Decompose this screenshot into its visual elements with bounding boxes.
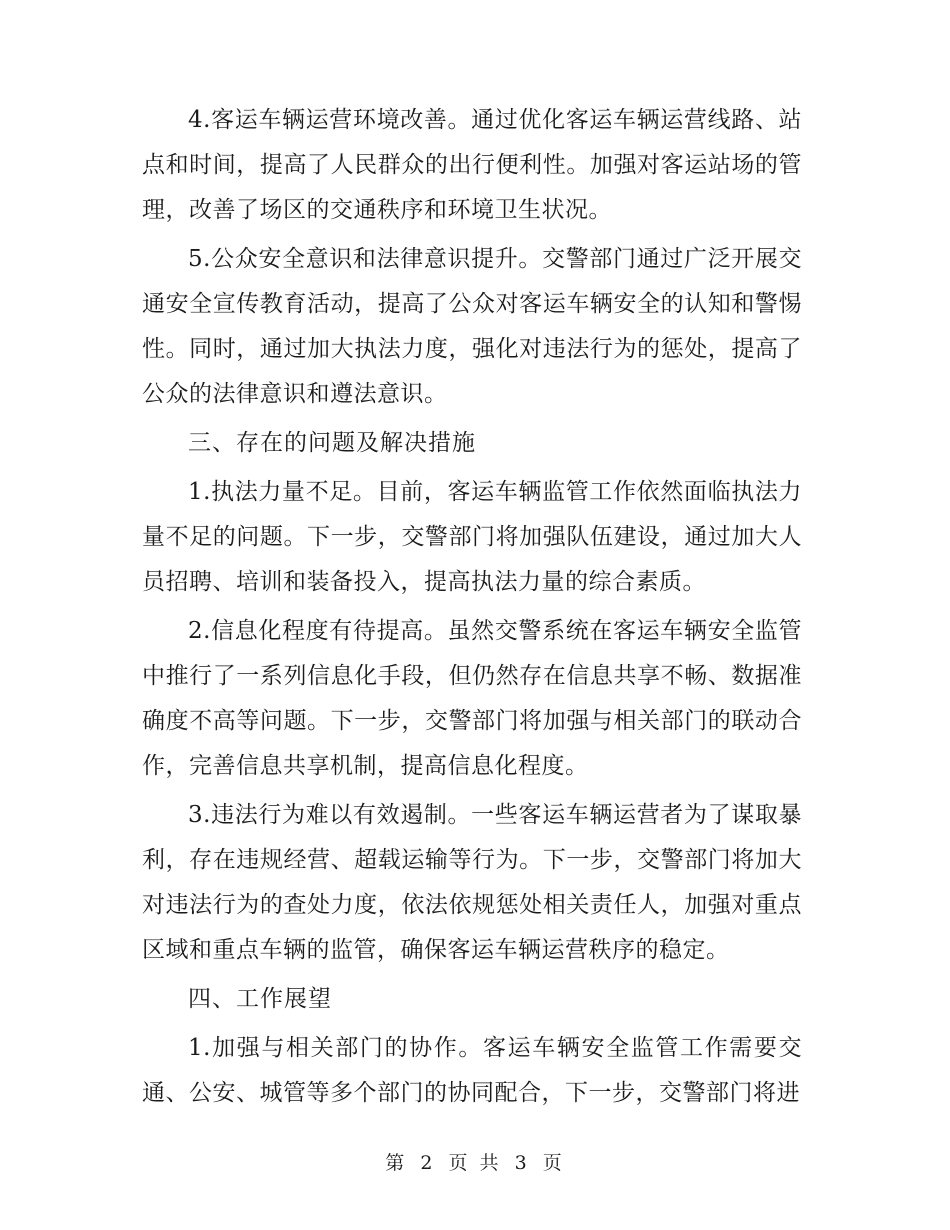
footer-prefix: 第 xyxy=(385,1152,408,1174)
paragraph-informatization: 2.信息化程度有待提高。虽然交警系统在客运车辆安全监管中推行了一系列信息化手段，但仍然存在信息共享不畅、数据准确度不高等问题。下一步，交警部门将加强与相关部门的联动合作，完善信息共享机制，提高信息化程度。 xyxy=(142,618,802,779)
footer-current-page: 2 xyxy=(420,1152,436,1174)
page-number-footer xyxy=(0,1148,950,1175)
document-body xyxy=(142,98,802,1120)
paragraph-public-awareness: 5.公众安全意识和法律意识提升。交警部门通过广泛开展交通安全宣传教育活动，提高了公众对客运车辆安全的认知和警惕性。同时，通过加大执法力度，强化对违法行为的惩处，提高了公众的法律意识和遵法意识。 xyxy=(142,246,802,407)
section-heading-problems: 三、存在的问题及解决措施 xyxy=(188,430,476,456)
footer-mid: 页 共 xyxy=(448,1152,502,1174)
paragraph-enforcement-shortage: 1.执法力量不足。目前，客运车辆监管工作依然面临执法力量不足的问题。下一步，交警部门将加强队伍建设，通过加大人员招聘、培训和装备投入，提高执法力量的综合素质。 xyxy=(142,479,802,595)
footer-total-pages: 3 xyxy=(514,1152,530,1174)
footer-suffix: 页 xyxy=(542,1152,565,1174)
section-heading-outlook: 四、工作展望 xyxy=(188,986,332,1012)
paragraph-environment-improvement: 4.客运车辆运营环境改善。通过优化客运车辆运营线路、站点和时间，提高了人民群众的出行便利性。加强对客运站场的管理，改善了场区的交通秩序和环境卫生状况。 xyxy=(142,107,802,223)
paragraph-violations: 3.违法行为难以有效遏制。一些客运车辆运营者为了谋取暴利，存在违规经营、超载运输等行为。下一步，交警部门将加大对违法行为的查处力度，依法依规惩处相关责任人，加强对重点区域和重点车辆的监管，确保客运车辆运营秩序的稳定。 xyxy=(142,802,802,963)
paragraph-cooperation: 1.加强与相关部门的协作。客运车辆安全监管工作需要交通、公安、城管等多个部门的协同配合，下一步，交警部门将进 xyxy=(142,1035,802,1106)
